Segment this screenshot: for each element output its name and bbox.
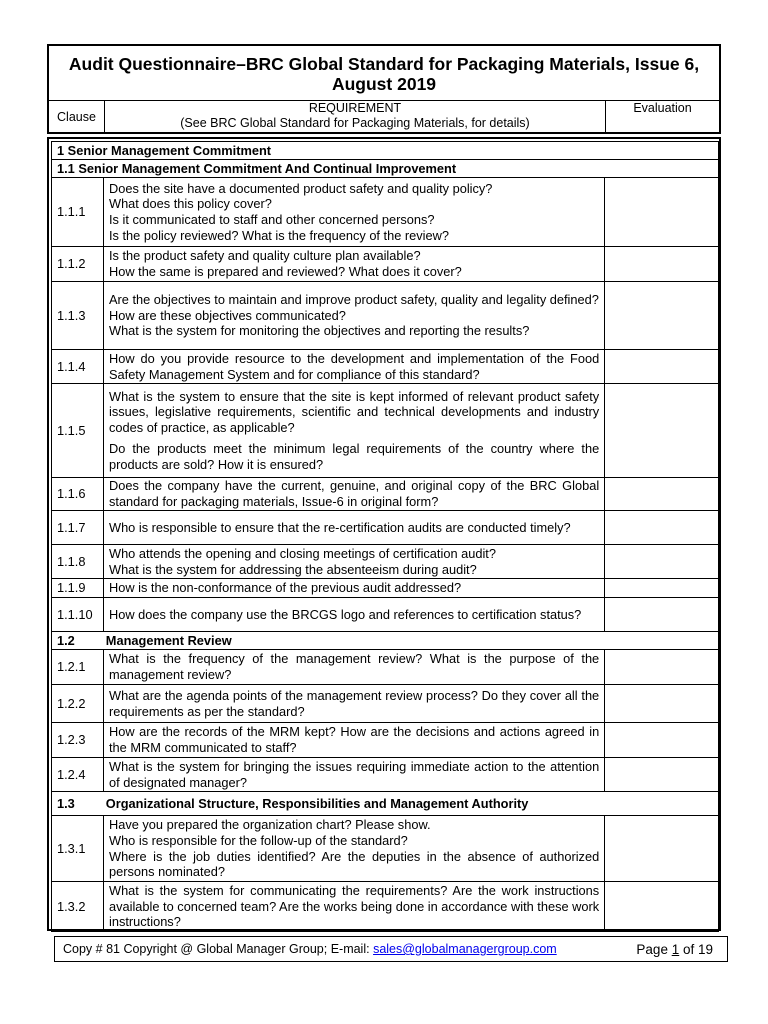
table-row xyxy=(52,723,719,758)
questionnaire-table-frame xyxy=(47,137,721,931)
clause-number: 1.1.1 xyxy=(52,178,104,247)
evaluation-cell[interactable] xyxy=(605,598,719,632)
clause-number: 1.3.1 xyxy=(52,816,104,882)
table-row xyxy=(52,598,719,632)
clause-number: 1.2.3 xyxy=(52,723,104,758)
section-row xyxy=(52,792,719,816)
copyright-notice: Copy # 81 Copyright @ Global Manager Group; E-mail: sales@globalmanagergroup.com xyxy=(63,942,557,956)
evaluation-cell[interactable] xyxy=(605,545,719,579)
evaluation-cell[interactable] xyxy=(605,478,719,511)
document-header xyxy=(47,44,721,134)
evaluation-cell[interactable] xyxy=(605,178,719,247)
requirement-column-header: REQUIREMENT (See BRC Global Standard for Packaging Materials, for details) xyxy=(105,101,606,133)
evaluation-cell[interactable] xyxy=(605,758,719,792)
table-row xyxy=(52,478,719,511)
section-row xyxy=(52,632,719,650)
evaluation-cell[interactable] xyxy=(605,282,719,350)
page-footer xyxy=(54,936,728,962)
requirement-text: Have you prepared the organization chart? Please show. Who is responsible for the follow-up of the standard? Where is the job duties identified? Are the deputies in the absence of authorized persons nominated? xyxy=(103,816,604,882)
evaluation-cell[interactable] xyxy=(605,723,719,758)
table-row xyxy=(52,384,719,478)
table-row xyxy=(52,882,719,932)
requirement-text: Does the company have the current, genuine, and original copy of the BRC Global standard for packaging materials, Issue-6 in original form? xyxy=(103,478,604,511)
clause-number: 1.1.2 xyxy=(52,247,104,282)
evaluation-cell[interactable] xyxy=(605,247,719,282)
section-heading: 1 Senior Management Commitment xyxy=(52,142,719,160)
evaluation-cell[interactable] xyxy=(605,685,719,723)
table-row xyxy=(52,758,719,792)
page-number: Page 1 of 19 xyxy=(636,942,713,957)
clause-number: 1.1.4 xyxy=(52,350,104,384)
section-row xyxy=(52,160,719,178)
evaluation-cell[interactable] xyxy=(605,650,719,685)
clause-number: 1.1.10 xyxy=(52,598,104,632)
table-row xyxy=(52,247,719,282)
requirement-text: Who attends the opening and closing meetings of certification audit? What is the system for addressing the absenteeism during audit? xyxy=(103,545,604,579)
email-link[interactable]: sales@globalmanagergroup.com xyxy=(373,942,557,956)
table-row xyxy=(52,545,719,579)
requirement-text: What is the system to ensure that the site is kept informed of relevant product safety issues, legislative requirements, scientific and technical developments and industry codes of practice, as applicable? Do the products meet the minimum legal requirements of the country where the products are sold? How it is ensured? xyxy=(103,384,604,478)
clause-number: 1.2.4 xyxy=(52,758,104,792)
table-row xyxy=(52,816,719,882)
requirement-text: How do you provide resource to the development and implementation of the Food Safety Management System and for compliance of this standard? xyxy=(103,350,604,384)
clause-number: 1.3.2 xyxy=(52,882,104,932)
evaluation-cell[interactable] xyxy=(605,511,719,545)
clause-number: 1.1.7 xyxy=(52,511,104,545)
table-row xyxy=(52,650,719,685)
requirement-text: Is the product safety and quality culture plan available? How the same is prepared and reviewed? What does it cover? xyxy=(103,247,604,282)
clause-number: 1.2.1 xyxy=(52,650,104,685)
evaluation-column-header: Evaluation xyxy=(633,101,692,115)
requirement-text: What is the frequency of the management review? What is the purpose of the management review? xyxy=(103,650,604,685)
questionnaire-table xyxy=(51,141,719,932)
clause-number: 1.1.6 xyxy=(52,478,104,511)
requirement-text: Are the objectives to maintain and improve product safety, quality and legality defined? How are these objectives communicated? What is the system for monitoring the objectives and reporting the results? xyxy=(103,282,604,350)
requirement-text: How does the company use the BRCGS logo and references to certification status? xyxy=(103,598,604,632)
requirement-text: Who is responsible to ensure that the re-certification audits are conducted timely? xyxy=(103,511,604,545)
requirement-text: What are the agenda points of the management review process? Do they cover all the requirements as per the standard? xyxy=(103,685,604,723)
requirement-text: What is the system for communicating the requirements? Are the work instructions available to concerned team? Are the works being done in accordance with these work instructions? xyxy=(103,882,604,932)
requirement-text: Does the site have a documented product safety and quality policy? What does this policy cover? Is it communicated to staff and other concerned persons? Is the policy reviewed? What is the frequency of the review? xyxy=(103,178,604,247)
requirement-text: What is the system for bringing the issues requiring immediate action to the attention of designated manager? xyxy=(103,758,604,792)
clause-number: 1.1.9 xyxy=(52,579,104,598)
clause-number: 1.1.3 xyxy=(52,282,104,350)
section-heading: 1.2 Management Review xyxy=(52,632,719,650)
requirement-text: How is the non-conformance of the previous audit addressed? xyxy=(103,579,604,598)
section-heading: 1.1 Senior Management Commitment And Continual Improvement xyxy=(52,160,719,178)
evaluation-cell[interactable] xyxy=(605,350,719,384)
table-row xyxy=(52,282,719,350)
table-row xyxy=(52,511,719,545)
table-row xyxy=(52,685,719,723)
clause-column-header: Clause xyxy=(49,101,105,133)
column-header-row xyxy=(49,100,719,133)
section-row xyxy=(52,142,719,160)
clause-number: 1.1.8 xyxy=(52,545,104,579)
section-heading: 1.3 Organizational Structure, Responsibilities and Management Authority xyxy=(52,792,719,816)
requirement-text: How are the records of the MRM kept? How are the decisions and actions agreed in the MRM communicated to staff? xyxy=(103,723,604,758)
evaluation-cell[interactable] xyxy=(605,882,719,932)
table-row xyxy=(52,350,719,384)
evaluation-cell[interactable] xyxy=(605,384,719,478)
evaluation-cell[interactable] xyxy=(605,816,719,882)
clause-number: 1.1.5 xyxy=(52,384,104,478)
table-row xyxy=(52,579,719,598)
document-title: Audit Questionnaire–BRC Global Standard for Packaging Materials, Issue 6, August 2019 xyxy=(68,54,700,94)
evaluation-cell[interactable] xyxy=(605,579,719,598)
table-row xyxy=(52,178,719,247)
clause-number: 1.2.2 xyxy=(52,685,104,723)
